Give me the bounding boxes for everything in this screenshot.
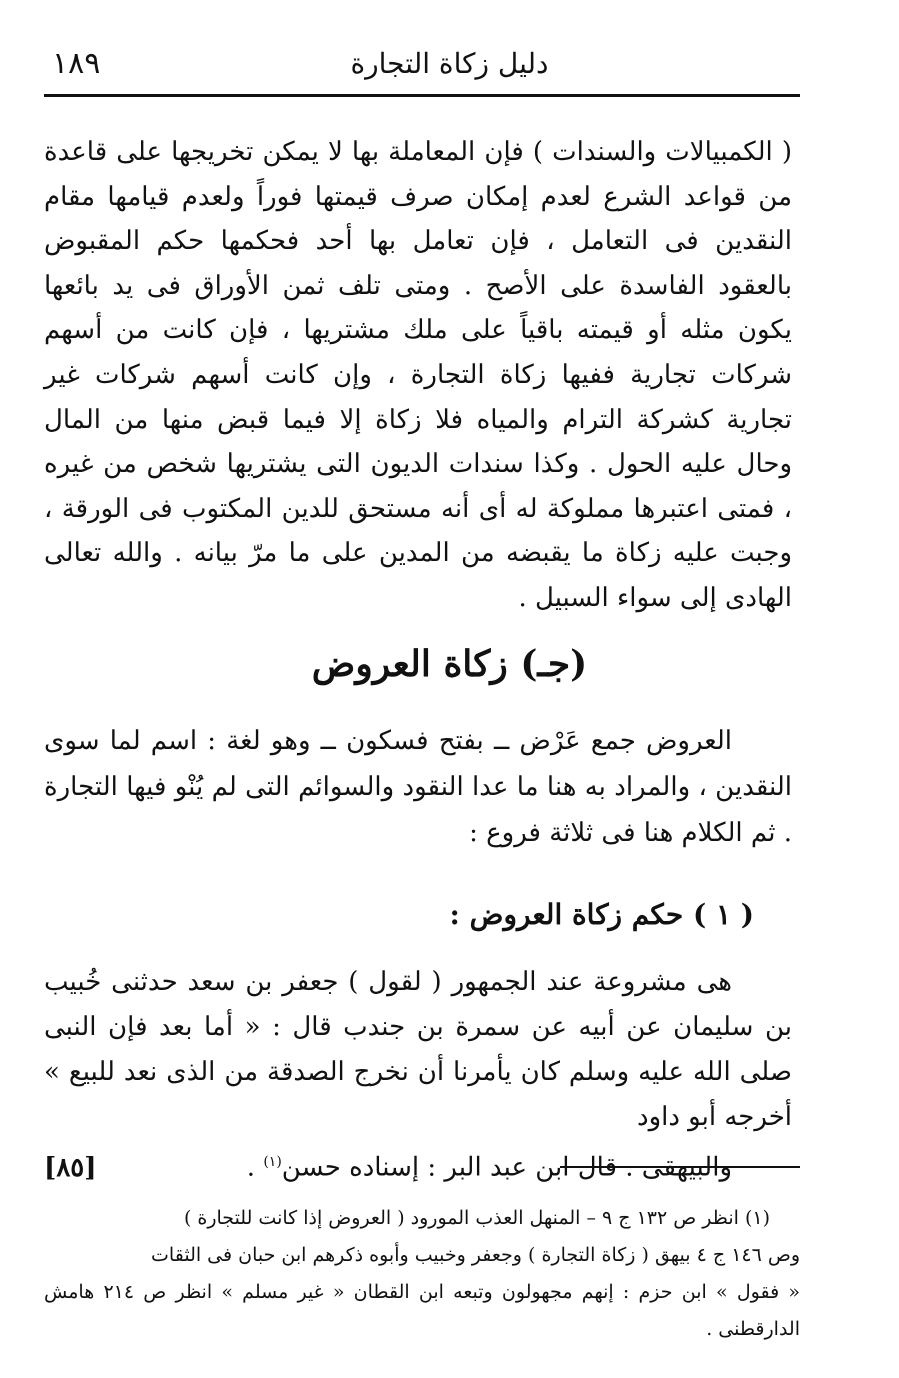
footnotes — [44, 1200, 800, 1348]
paragraph-ruling — [44, 960, 792, 1191]
footnote-line: (١) انظر ص ١٣٢ ج ٩ – المنهل العذب المورود ( العروض إذا كانت للتجارة ) — [183, 1207, 770, 1229]
footnote-rule — [560, 1166, 800, 1168]
paragraph-definition: العروض جمع عَرْض ــ بفتح فسكون ــ وهو لغة : اسم لما سوى النقدين ، والمراد به هنا ما عدا النقود والسوائم التى لم يُنْو فيها التجارة . ثم الكلام هنا فى ثلاثة فروع : — [44, 726, 792, 848]
header-rule — [44, 94, 800, 97]
footnote-line: وص ١٤٦ ج ٤ بيهق ( زكاة التجارة ) وجعفر وخبيب وأبوه ذكرهم ابن حبان فى الثقات — [151, 1244, 800, 1266]
page-number: ١٨٩ — [52, 46, 101, 81]
footnote-mark: (١) — [263, 1154, 282, 1170]
section-title: (جـ) زكاة العروض — [311, 643, 588, 685]
ruling-end-punct: . — [246, 1152, 264, 1183]
ruling-text: هى مشروعة عند الجمهور ( لقول ) جعفر بن سعد حدثنى خُبيب بن سليمان عن أبيه عن سمرة بن جندب قال : « أما بعد فإن النبى صلى الله عليه وسلم كان يأمرنا أن نخرج الصدقة من الذى نعد للبيع » أخرجه أبو داود — [44, 967, 792, 1132]
footnote-line: « فقول » ابن حزم : إنهم مجهولون وتبعه ابن القطان « غير مسلم » انظر ص ٢١٤ هامش الدارقطنى . — [44, 1281, 801, 1340]
paragraph-bills-and-bonds: ( الكمبيالات والسندات ) فإن المعاملة بها لا يمكن تخريجها على قاعدة من قواعد الشرع لعدم إمكان صرف قيمتها فوراً ولعدم قيامها مقام النقدين فى التعامل ، فإن تعامل بها أحد فحكمها حكم المقبوض بالعقود الفاسدة على الأصح . ومتى تلف ثمن الأوراق فى يد بائعها يكون مثله أو قيمته باقياً على ملك مشتريها ، فإن كانت من أسهم شركات تجارية ففيها زكاة التجارة ، وإن كانت أسهم شركات غير تجارية كشركة الترام والمياه فلا زكاة إلا فيما قبض منها من المال وحال عليه الحول . وكذا سندات الديون التى يشتريها شخص من غيره ، فمتى اعتبرها مملوكة له أى أنه مستحق للدين المكتوب فى الورقة ، وجبت عليه زكاة ما يقبضه من المدين على ما مرّ بيانه . والله تعالى الهادى إلى سواء السبيل . — [44, 137, 793, 613]
running-header-title: دليل زكاة التجارة — [350, 47, 549, 80]
hadith-reference-number: [٨٥] — [44, 1152, 97, 1183]
subsection-title: ( ١ ) حكم زكاة العروض : — [449, 898, 754, 931]
ruling-citation-text: والبيهقى . قال ابن عبد البر : إسناده حسن — [281, 1152, 732, 1183]
